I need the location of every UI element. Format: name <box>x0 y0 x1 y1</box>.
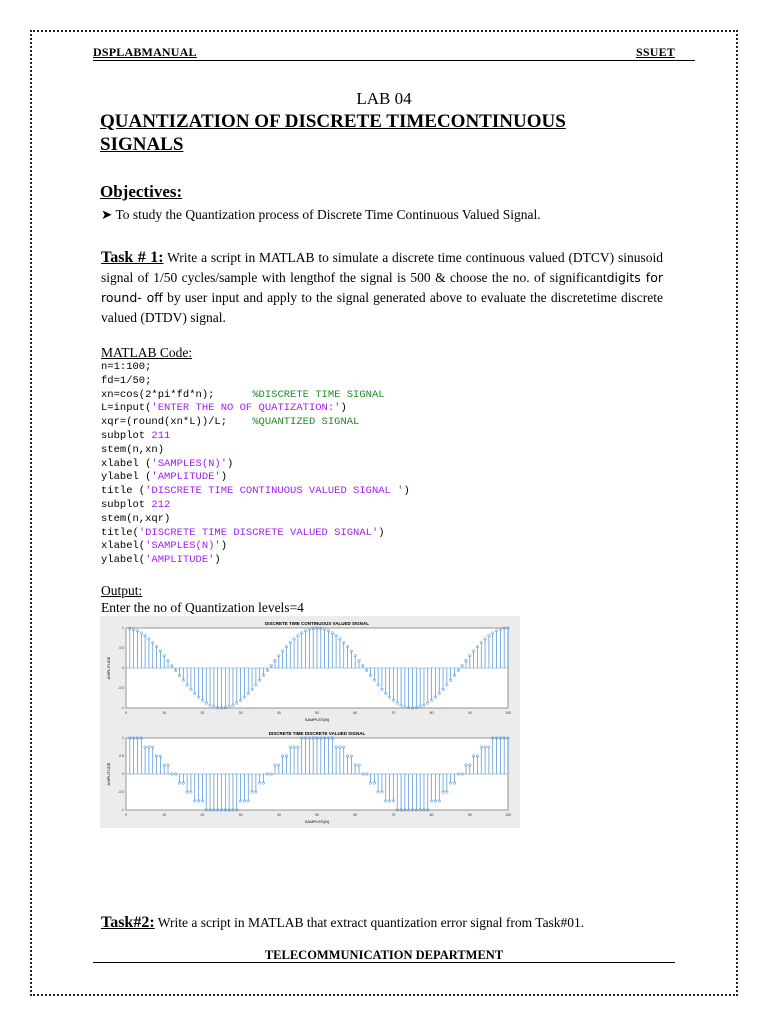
x-tick-label: 100 <box>505 813 511 817</box>
lab-number: LAB 04 <box>356 89 412 108</box>
x-tick-label: 20 <box>200 813 205 817</box>
objective-text: To study the Quantization process of Discrete Time Continuous Valued Signal. <box>115 207 541 222</box>
title-line-2: SIGNALS <box>100 134 184 155</box>
code-line: stem(n,xqr) <box>101 512 171 525</box>
y-tick-label: -0.5 <box>117 790 124 795</box>
x-axis-label: SAMPLES(N) <box>304 819 330 824</box>
task-1-text-a: Write a script in MATLAB to simulate a discrete time continuous valued (DTCV) sinusoid signal of 1/50 cycles/sample with lengthof the signal is 500 & choose the no. of significant <box>101 250 663 285</box>
running-header <box>93 44 695 61</box>
x-tick-label: 70 <box>391 813 396 817</box>
header-right: SSUET <box>635 45 675 59</box>
arrow-bullet-icon: ➤ <box>101 207 113 222</box>
code-line: n=1:100; <box>101 361 152 373</box>
y-axis-label: AMPLITUDE <box>106 656 111 680</box>
task-1-label: Task # 1: <box>101 249 164 266</box>
x-tick-label: 70 <box>391 711 396 715</box>
x-tick-label: 40 <box>276 711 281 715</box>
x-tick-label: 60 <box>353 711 358 715</box>
task-2-label: Task#2: <box>101 914 155 931</box>
title-line-1: QUANTIZATION OF DISCRETE TIMECONTINUOUS <box>100 111 566 132</box>
code-line: xlabel ('SAMPLES(N)') <box>101 457 234 470</box>
x-tick-label: 10 <box>162 711 167 715</box>
y-tick-label: 1 <box>122 626 124 631</box>
code-line: xn=cos(2*pi*fd*n); %DISCRETE TIME SIGNAL <box>101 388 385 401</box>
x-tick-label: 80 <box>429 711 434 715</box>
code-line: title ('DISCRETE TIME CONTINUOUS VALUED SIGNAL ') <box>101 485 410 498</box>
code-heading: MATLAB Code: <box>101 345 193 360</box>
y-tick-label: -1 <box>120 808 124 813</box>
x-axis-label: SAMPLES(N) <box>304 717 330 722</box>
x-tick-label: 0 <box>125 813 127 817</box>
code-line: fd=1/50; <box>101 374 152 387</box>
code-line: xlabel('SAMPLES(N)') <box>101 540 228 553</box>
x-tick-label: 30 <box>238 813 243 817</box>
x-tick-label: 20 <box>200 711 205 715</box>
x-tick-label: 50 <box>315 813 319 817</box>
code-line: ylabel('AMPLITUDE') <box>101 554 221 567</box>
x-tick-label: 60 <box>353 813 358 817</box>
code-line: L=input('ENTER THE NO OF QUATIZATION:') <box>101 402 347 415</box>
y-tick-label: -1 <box>120 706 124 711</box>
footer-text: TELECOMMUNICATION DEPARTMENT <box>264 948 504 962</box>
x-tick-label: 10 <box>162 813 167 817</box>
y-tick-label: 0.5 <box>119 646 124 651</box>
y-axis-label: AMPLITUDE <box>106 762 111 786</box>
task-2-paragraph <box>101 914 584 932</box>
code-line: subplot 212 <box>101 498 171 511</box>
x-tick-label: 80 <box>429 813 434 817</box>
y-tick-label: -0.5 <box>117 686 124 691</box>
task-2-text: Write a script in MATLAB that extract quantization error signal from Task#01. <box>154 915 585 930</box>
objective-item <box>101 207 541 223</box>
task-1-paragraph <box>101 248 663 328</box>
document-title <box>100 110 660 156</box>
y-tick-label: 0.5 <box>119 754 124 759</box>
code-line: ylabel ('AMPLITUDE') <box>101 471 228 484</box>
output-value-line: Enter the no of Quantization levels=4 <box>101 600 304 615</box>
code-line: stem(n,xn) <box>101 443 165 456</box>
x-tick-label: 90 <box>467 813 472 817</box>
code-line: subplot 211 <box>101 429 171 442</box>
code-line: title('DISCRETE TIME DISCRETE VALUED SIGNAL') <box>101 526 385 539</box>
matlab-figure <box>100 616 520 828</box>
chart-title: DISCRETE TIME DISCRETE VALUED SIGNAL <box>268 731 366 736</box>
code-line: xqr=(round(xn*L))/L; %QUANTIZED SIGNAL <box>101 416 360 429</box>
footer <box>93 948 675 978</box>
x-tick-label: 40 <box>276 813 281 817</box>
chart-title: DISCRETE TIME CONTINUOUS VALUED SIGNAL <box>265 621 369 626</box>
x-tick-label: 0 <box>125 711 127 715</box>
y-tick-label: 1 <box>122 736 124 741</box>
task-1-text-sans: digits for round- off <box>101 270 663 305</box>
header-left: DSPLABMANUAL <box>93 45 197 59</box>
output-heading: Output: <box>101 583 143 598</box>
y-tick-label: 0 <box>122 666 124 671</box>
x-tick-label: 30 <box>238 711 243 715</box>
figure-svg <box>100 616 520 828</box>
x-tick-label: 100 <box>505 711 511 715</box>
objectives-heading: Objectives: <box>100 182 183 201</box>
matlab-code-block <box>101 361 410 568</box>
x-tick-label: 50 <box>315 711 319 715</box>
y-tick-label: 0 <box>122 772 124 777</box>
x-tick-label: 90 <box>467 711 472 715</box>
task-1-text-b: by user input and apply to the signal generated above to evaluate the discretetime discrete valued (DTDV) signal. <box>101 290 663 325</box>
